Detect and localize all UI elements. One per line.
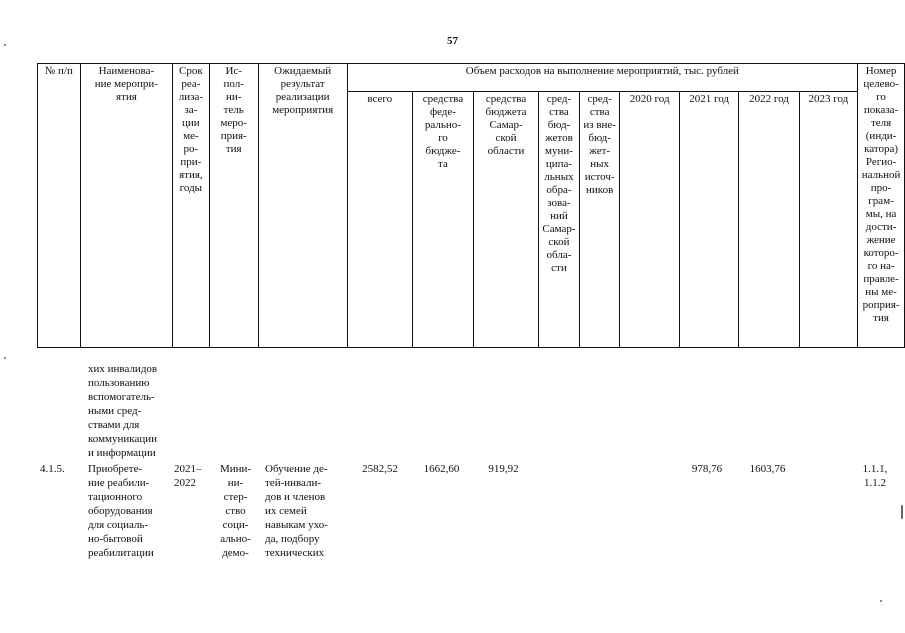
row-regional: 919,92 bbox=[488, 463, 519, 475]
row-total: 2582,52 bbox=[362, 463, 398, 475]
row-indicator: 1.1.1, 1.1.2 bbox=[862, 463, 888, 489]
header-2023: 2023 год bbox=[799, 92, 857, 348]
continuation-text: хих инвалидов пользованию вспомогатель- ными сред- ствами для коммуникации и информации bbox=[88, 363, 158, 459]
page-number: 57 bbox=[447, 35, 458, 47]
header-expenses-group: Объем расходов на выполнение мероприятий, тыс. рублей bbox=[347, 64, 858, 92]
row-executor: Мини- ни- стер- ство соци- ально- демо- bbox=[219, 463, 252, 559]
row-term: 2021– 2022 bbox=[174, 463, 202, 489]
scan-speck bbox=[4, 44, 6, 46]
header-2021: 2021 год bbox=[679, 92, 738, 348]
header-federal: средства феде- рально- го бюдже- та bbox=[412, 92, 473, 348]
scan-mark bbox=[901, 505, 903, 519]
header-name: Наименова- ние меропри- ятия bbox=[80, 64, 172, 348]
header-executor: Ис- пол- ни- тель меро- прия- тия bbox=[209, 64, 258, 348]
header-num: № п/п bbox=[38, 64, 81, 348]
row-name: Приобрете- ние реабили- тационного оборудования для социаль- но-бытовой реабилитации bbox=[88, 463, 154, 559]
header-result: Ожидаемый результат реализации мероприятия bbox=[258, 64, 347, 348]
header-2020: 2020 год bbox=[620, 92, 679, 348]
header-2022: 2022 год bbox=[739, 92, 799, 348]
header-municipal: сред- ства бюд- жетов муни- ципа- льных обра- зова- ний Самар- ской обла- сти bbox=[539, 92, 580, 348]
row-num: 4.1.5. bbox=[40, 463, 65, 475]
expenses-table-header bbox=[37, 63, 905, 348]
header-term: Срок реа- лиза- за- ции ме- ро- при- ятия, годы bbox=[173, 64, 210, 348]
row-2022: 1603,76 bbox=[749, 463, 786, 475]
row-federal: 1662,60 bbox=[423, 463, 460, 475]
header-indicator: Номер целево- го показа- теля (инди- катора) Регио- нальной про- грам- мы, на дости- жение которо- го на- правле- ны ме- роприя- тия bbox=[858, 64, 905, 348]
row-2021: 978,76 bbox=[691, 463, 723, 475]
header-regional: средства бюджета Самар- ской области bbox=[474, 92, 539, 348]
header-total: всего bbox=[347, 92, 412, 348]
header-extra: сред- ства из вне- бюд- жет- ных источ- ников bbox=[579, 92, 620, 348]
scan-speck bbox=[4, 357, 6, 359]
row-result: Обучение де- тей-инвали- дов и членов их семей навыкам ухо- да, подбору технических bbox=[265, 463, 328, 559]
scan-speck bbox=[880, 600, 882, 602]
